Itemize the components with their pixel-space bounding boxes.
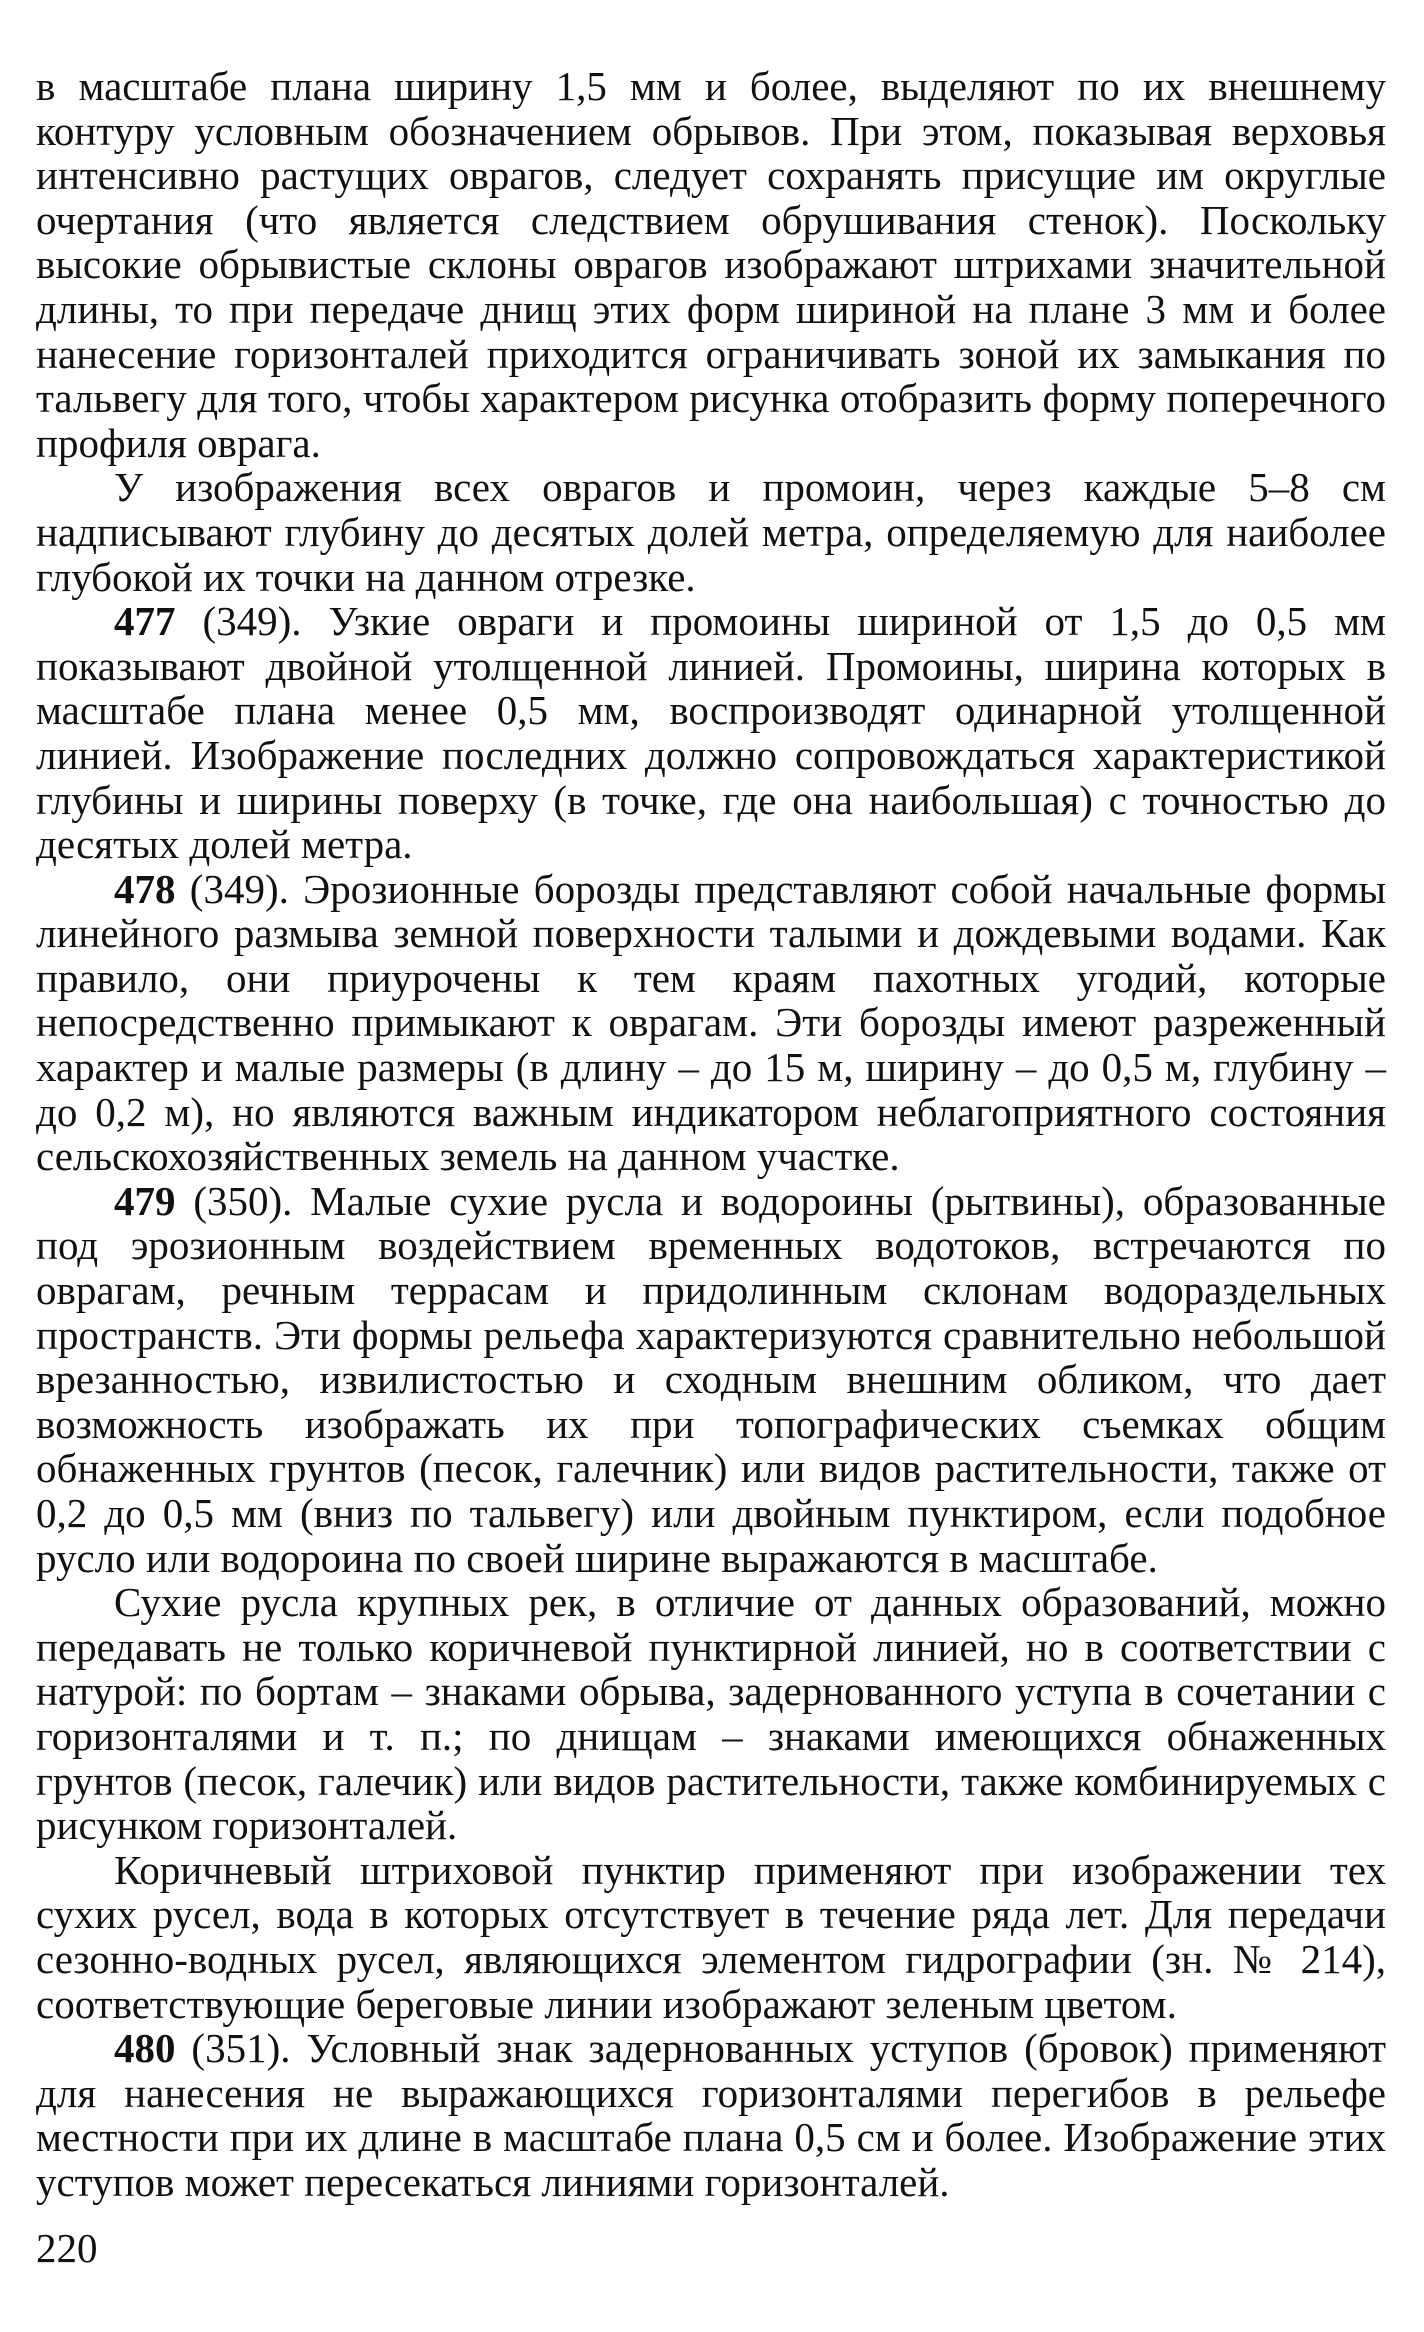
paragraph-text: У изображения всех оврагов и промоин, через каждые 5–8 см надписывают глубину до десятых долей метра, определяемую для наиболее глубокой их точки на данном отрезке. bbox=[36, 464, 1386, 600]
paragraph-478 bbox=[36, 867, 1386, 1179]
paragraph-dry-riverbeds bbox=[36, 1580, 1386, 1848]
paragraph-477 bbox=[36, 599, 1386, 867]
paragraph-text: (349). Узкие овраги и промоины шириной от 1,5 до 0,5 мм показывают двойной утолщенной линией. Промоины, ширина которых в масштабе плана менее 0,5 мм, воспроизводят одинарной утолщенной линией. Изображение последних должно сопровождаться характеристикой глубины и ширины поверху (в точке, где она наибольшая) с точностью до десятых долей метра. bbox=[36, 598, 1386, 868]
paragraph-depth-labels bbox=[36, 465, 1386, 599]
paragraph-text: (349). Эрозионные борозды представляют собой начальные формы линейного размыва земной поверхности талыми и дождевыми водами. Как правило, они приурочены к тем краям пахотных угодий, которые непосредственно примыкают к оврагам. Эти борозды имеют разреженный характер и малые размеры (в длину – до 15 м, ширину – до 0,5 м, глубину – до 0,2 м), но являются важным индикатором неблагоприятного состояния сельскохозяйственных земель на данном участке. bbox=[36, 865, 1386, 1180]
paragraph-number: 477 bbox=[114, 598, 176, 645]
page-body bbox=[36, 64, 1386, 2205]
paragraph-number: 478 bbox=[114, 865, 176, 912]
paragraph-text: Коричневый штриховой пунктир применяют при изображении тех сухих русел, вода в которых отсутствует в течение ряда лет. Для передачи сезонно-водных русел, являющихся элементом гидрографии (зн. № 214), соответствующие береговые линии изображают зеленым цветом. bbox=[36, 1846, 1386, 2027]
paragraph-text: (350). Малые сухие русла и водороины (рытвины), образованные под эрозионным воздействием временных водотоков, встречаются по оврагам, речным террасам и придолинным склонам водораздельных пространств. Эти формы рельефа характеризуются сравнительно небольшой врезанностью, извилистостью и сходным внешним обликом, что дает возможность изображать их при топографических съемках общим обнаженных грунтов (песок, галечник) или видов растительности, также от 0,2 до 0,5 мм (вниз по тальвегу) или двойным пунктиром, если подобное русло или водороина по своей ширине выражаются в масштабе. bbox=[36, 1177, 1386, 1581]
paragraph-continuation bbox=[36, 64, 1386, 465]
paragraph-brown-dashed bbox=[36, 1848, 1386, 2026]
paragraph-480 bbox=[36, 2026, 1386, 2204]
paragraph-text: в масштабе плана ширину 1,5 мм и более, выделяют по их внешнему контуру условным обозначением обрывов. При этом, показывая верховья интенсивно растущих оврагов, следует сохранять присущие им округлые очертания (что является следствием обрушивания стенок). Поскольку высокие обрывистые склоны оврагов изображают штрихами значительной длины, то при передаче днищ этих форм шириной на плане 3 мм и более нанесение горизонталей приходится ограничивать зоной их замыкания по тальвегу для того, чтобы характером рисунка отобразить форму поперечного профиля оврага. bbox=[36, 63, 1386, 466]
paragraph-number: 480 bbox=[114, 2025, 176, 2072]
page-number: 220 bbox=[36, 2225, 98, 2271]
paragraph-number: 479 bbox=[114, 1177, 176, 1224]
paragraph-text: (351). Условный знак задернованных уступов (бровок) применяют для нанесения не выражающихся горизонталями перегибов в рельефе местности при их длине в масштабе плана 0,5 см и более. Изображение этих уступов может пересекаться линиями горизонталей. bbox=[36, 2025, 1386, 2205]
paragraph-text: Сухие русла крупных рек, в отличие от данных образований, можно передавать не только коричневой пунктирной линией, но в соответствии с натурой: по бортам – знаками обрыва, задернованного уступа в сочетании с горизонталями и т. п.; по днищам – знаками имеющихся обнаженных грунтов (песок, галечик) или видов растительности, также комбинируемых с рисунком горизонталей. bbox=[36, 1579, 1386, 1849]
paragraph-479 bbox=[36, 1179, 1386, 1580]
